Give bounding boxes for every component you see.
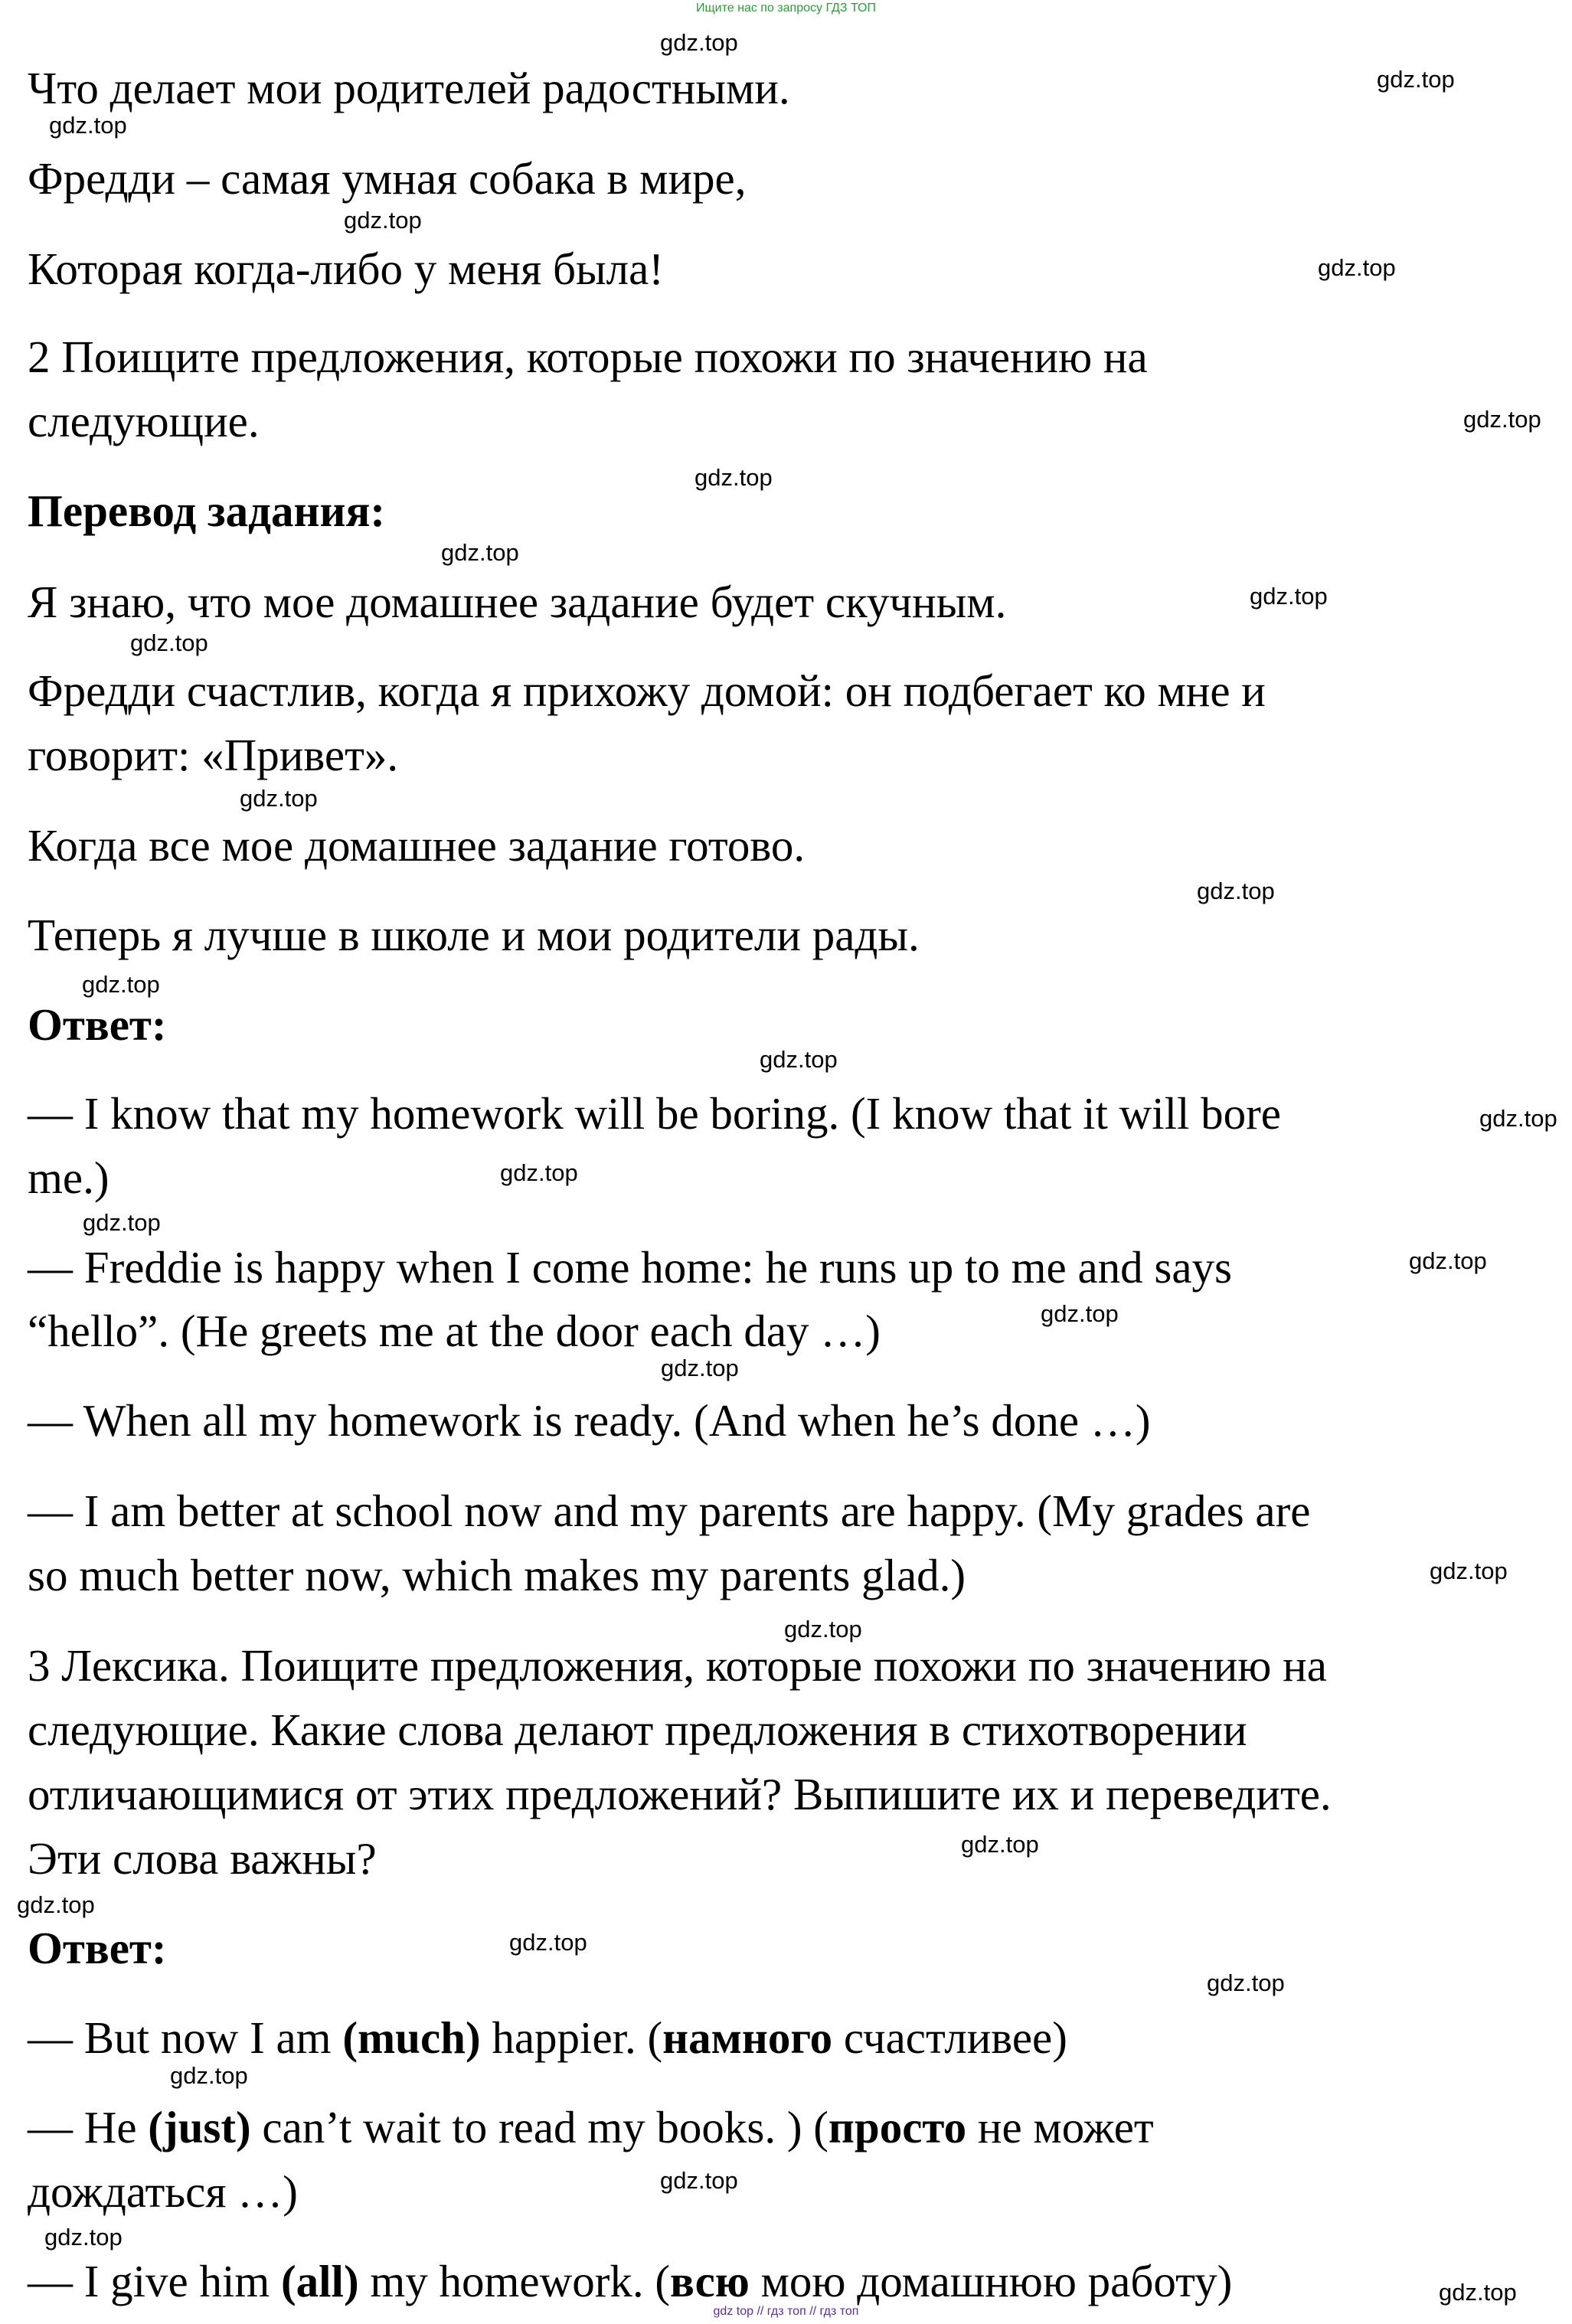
answer-line: so much better now, which makes my parents glad.): [28, 1550, 966, 1600]
text-line: Фредди счастлив, когда я прихожу домой: он подбегает ко мне и: [28, 665, 1266, 716]
watermark-text: gdz.top: [784, 1616, 862, 1642]
watermark-text: gdz.top: [240, 785, 318, 812]
watermark-text: gdz.top: [760, 1046, 838, 1073]
watermark-text: gdz.top: [1430, 1558, 1508, 1584]
answer-line: — When all my homework is ready. (And when he’s done …): [28, 1395, 1151, 1446]
top-search-note: Ищите нас по запросу ГДЗ ТОП: [696, 2, 876, 15]
section-title: Ответ:: [28, 999, 167, 1050]
watermark-text: gdz.top: [961, 1831, 1039, 1858]
watermark-text: gdz.top: [441, 539, 519, 566]
task-heading: 3 Лексика. Поищите предложения, которые похожи по значению на: [28, 1640, 1327, 1691]
watermark-text: gdz.top: [44, 2224, 123, 2250]
text-line: Фредди – самая умная собака в мире,: [28, 153, 747, 204]
text-line: говорит: «Привет».: [28, 730, 399, 780]
section-title: Перевод задания:: [28, 485, 386, 536]
text-line: Я знаю, что мое домашнее задание будет скучным.: [28, 577, 1007, 627]
watermark-text: gdz.top: [1463, 406, 1541, 433]
watermark-text: gdz.top: [130, 629, 208, 656]
watermark-text: gdz.top: [1197, 878, 1275, 904]
footer-note: gdz top // гдз топ // гдз топ: [713, 2305, 859, 2318]
watermark-text: gdz.top: [509, 1929, 587, 1956]
watermark-text: gdz.top: [500, 1159, 578, 1186]
text-line: Теперь я лучше в школе и мои родители рады.: [28, 910, 920, 960]
answer-line: — I give him (all) my homework. (всю мою домашнюю работу): [28, 2256, 1233, 2306]
text-line: Которая когда-либо у меня была!: [28, 244, 664, 294]
task-heading: отличающимися от этих предложений? Выпишите их и переведите.: [28, 1769, 1332, 1819]
answer-line: “hello”. (He greets me at the door each day …): [28, 1306, 881, 1356]
watermark-text: gdz.top: [1377, 66, 1455, 93]
watermark-text: gdz.top: [49, 112, 127, 139]
watermark-text: gdz.top: [1207, 1969, 1285, 1996]
answer-line: дождаться …): [28, 2166, 298, 2217]
watermark-text: gdz.top: [660, 2167, 738, 2194]
watermark-text: gdz.top: [1409, 1247, 1487, 1274]
task-heading: Эти слова важны?: [28, 1833, 377, 1884]
watermark-text: gdz.top: [1479, 1105, 1557, 1132]
watermark-text: gdz.top: [1318, 254, 1396, 281]
task-heading: следующие.: [28, 396, 260, 446]
watermark-text: gdz.top: [660, 29, 738, 56]
section-title: Ответ:: [28, 1923, 167, 1973]
watermark-text: gdz.top: [17, 1891, 95, 1918]
answer-line: — He (just) can’t wait to read my books. ) (просто не может: [28, 2102, 1154, 2152]
watermark-text: gdz.top: [82, 971, 160, 998]
answer-line: — I am better at school now and my parents are happy. (My grades are: [28, 1486, 1311, 1536]
watermark-text: gdz.top: [661, 1355, 739, 1381]
answer-line: — I know that my homework will be boring. (I know that it will bore: [28, 1088, 1281, 1139]
watermark-text: gdz.top: [1250, 583, 1328, 610]
text-line: Что делает мои родителей радостными.: [28, 63, 790, 113]
watermark-text: gdz.top: [83, 1209, 161, 1236]
watermark-text: gdz.top: [1439, 2279, 1517, 2306]
answer-line: — Freddie is happy when I come home: he runs up to me and says: [28, 1242, 1233, 1293]
answer-line: — But now I am (much) happier. (намного счастливее): [28, 2012, 1067, 2063]
watermark-text: gdz.top: [344, 207, 422, 234]
task-heading: 2 Поищите предложения, которые похожи по значению на: [28, 332, 1148, 382]
watermark-text: gdz.top: [1041, 1300, 1119, 1327]
text-line: Когда все мое домашнее задание готово.: [28, 820, 806, 871]
answer-line: me.): [28, 1152, 109, 1203]
watermark-text: gdz.top: [170, 2062, 248, 2089]
watermark-text: gdz.top: [694, 464, 773, 491]
task-heading: следующие. Какие слова делают предложения в стихотворении: [28, 1705, 1247, 1755]
